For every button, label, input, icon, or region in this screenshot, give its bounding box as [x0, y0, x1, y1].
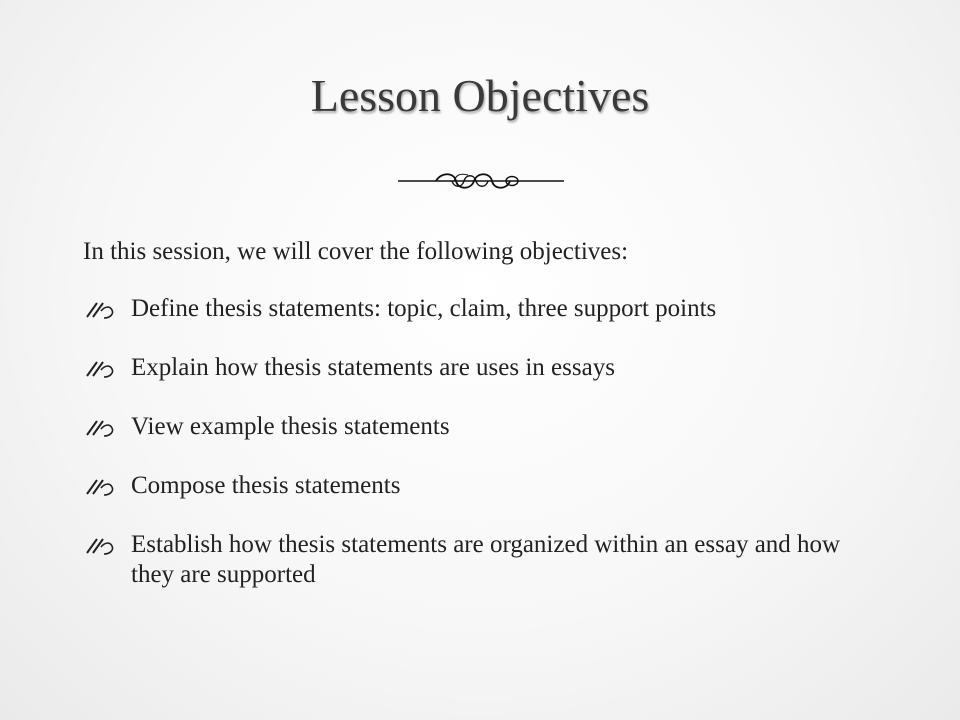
objective-text: View example thesis statements [131, 413, 450, 440]
list-item [83, 530, 883, 590]
list-item [83, 353, 883, 383]
bullet-icon [83, 536, 117, 558]
bullet-icon [83, 418, 117, 440]
list-item [83, 294, 883, 324]
scroll-ornament-icon [396, 166, 566, 196]
list-item [83, 471, 883, 501]
page-title: Lesson Objectives [310, 70, 650, 121]
objective-text: Compose thesis statements [131, 472, 401, 499]
objective-text: Define thesis statements: topic, claim, three support points [131, 295, 717, 322]
bullet-icon [83, 300, 117, 322]
intro-text: In this session, we will cover the following objectives: [83, 238, 629, 265]
list-item [83, 412, 883, 442]
objectives-list [83, 294, 883, 619]
bullet-icon [83, 477, 117, 499]
objective-text: Establish how thesis statements are organized within an essay and how they are supported [131, 531, 841, 588]
bullet-icon [83, 359, 117, 381]
objective-text: Explain how thesis statements are uses in essays [131, 354, 615, 381]
